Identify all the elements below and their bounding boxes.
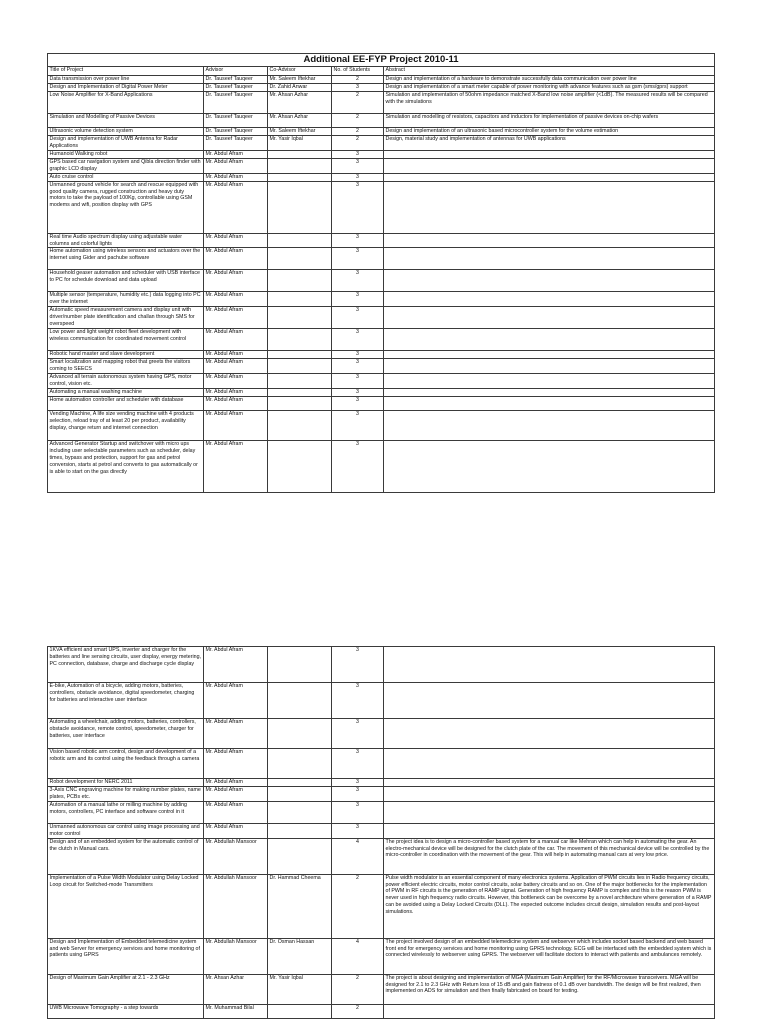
co-advisor-cell: Mr. Saleem Iftekhar [268,128,332,136]
co-advisor-cell: Dr. Zahid Anwar [268,84,332,92]
advisor-cell: Mr. Abdul Afram [204,683,268,719]
table-row [48,838,715,874]
students-cell: 3 [332,410,384,440]
project-title-cell: Unmanned ground vehicle for search and rescue equipped with good quality camera, rugged construction and heavy duty motors to take the payload of 100Kg, controllable using GSM modems and wifi, position display with GPS [48,181,204,233]
project-title-cell: Home automation using wireless sensors and actuators over the internet using Gider and pachube software [48,248,204,270]
abstract-cell: The project involved design of an embedded telemedicine system and webserver which includes socket based backend and web based front end for emergency services and home monitoring using GPRS technology. ECG will be interfaced with the embedded system which is connected wirelessly to webserver using GPRS. The webserver will facilitate doctors to interact with patients and ambulances remotely. [384,938,715,974]
students-cell: 3 [332,181,384,233]
project-title-cell: Robotic hand master and slave development [48,351,204,359]
header-title: Title of Project [48,67,204,76]
co-advisor-cell [268,1004,332,1018]
advisor-cell: Mr. Abdul Afram [204,351,268,359]
advisor-cell: Mr. Abdul Afram [204,150,268,158]
abstract-cell [384,173,715,181]
advisor-cell: Mr. Abdul Afram [204,307,268,329]
co-advisor-cell [268,292,332,307]
project-title-cell: Data transmission over power line [48,76,204,84]
abstract-cell: Simulation and modelling of resistors, capacitors and inductors for implementation of passive devices on-chip wafers [384,114,715,128]
table-row [48,874,715,938]
table-row [48,92,715,114]
co-advisor-cell: Dr. Osman Hassan [268,938,332,974]
project-title-cell: Design of Maximum Gain Amplifier at 2.1 - 2.3 GHz [48,974,204,1004]
abstract-cell [384,396,715,410]
students-cell: 3 [332,749,384,779]
advisor-cell: Mr. Abdul Afram [204,158,268,173]
co-advisor-cell [268,779,332,787]
students-cell: 3 [332,270,384,292]
advisor-cell: Mr. Abdul Afram [204,396,268,410]
students-cell: 3 [332,150,384,158]
co-advisor-cell [268,719,332,749]
co-advisor-cell [268,329,332,351]
advisor-cell: Mr. Abdullah Mansoor [204,838,268,874]
project-title-cell: Vending Machine, A life size vending machine with 4 products selection, reload tray of at least 20 per product, availability display, change return and internet connection [48,410,204,440]
advisor-cell: Dr. Tauseef Tauqeer [204,128,268,136]
advisor-cell: Mr. Abdullah Mansoor [204,874,268,938]
students-cell: 3 [332,440,384,492]
abstract-cell [384,248,715,270]
table-row [48,329,715,351]
co-advisor-cell [268,374,332,389]
students-cell: 3 [332,683,384,719]
abstract-cell: Design, material study and implementation of antennas for UWB applications [384,136,715,151]
project-title-cell: Automation of a manual lathe or milling machine by adding motors, controllers, PC interface and software control in it [48,801,204,823]
co-advisor-cell [268,801,332,823]
students-cell: 3 [332,388,384,396]
project-title-cell: Household geaser automation and scheduler with USB interface to PC for schedule download and data upload [48,270,204,292]
project-title-cell: Simulation and Modelling of Passive Devices [48,114,204,128]
project-title-cell: Home automation controller and scheduler with database [48,396,204,410]
co-advisor-cell [268,359,332,374]
table-row [48,76,715,84]
co-advisor-cell [268,181,332,233]
abstract-cell [384,374,715,389]
advisor-cell: Mr. Abdul Afram [204,248,268,270]
abstract-cell [384,440,715,492]
students-cell: 3 [332,823,384,838]
advisor-cell: Mr. Abdul Afram [204,374,268,389]
students-cell: 2 [332,128,384,136]
co-advisor-cell [268,158,332,173]
table-row [48,388,715,396]
advisor-cell: Dr. Tauseef Tauqeer [204,136,268,151]
table-row [48,787,715,802]
students-cell: 3 [332,396,384,410]
advisor-cell: Mr. Abdul Afram [204,388,268,396]
abstract-cell: Design and implementation of an ultrasonic based microcontroller system for the volume estimation [384,128,715,136]
students-cell: 3 [332,647,384,683]
header-abstract: Abstract [384,67,715,76]
co-advisor-cell: Mr. Ahsan Azhar [268,114,332,128]
table-row [48,396,715,410]
project-title-cell: Advanced Generator Startup and switchover with micro ups including user selectable parameters such as scheduler, delay times, bypass and protection, support for gas and petrol conversion, starts at petrol and converts to gas automatically or is able to start on the gas directly [48,440,204,492]
abstract-cell [384,410,715,440]
advisor-cell: Mr. Abdullah Mansoor [204,938,268,974]
abstract-cell [384,779,715,787]
co-advisor-cell: Dr. Hammad Cheema [268,874,332,938]
students-cell: 3 [332,292,384,307]
project-title-cell: Real time Audio spectrum display using adjustable water columns and colorful lights [48,233,204,248]
table-row [48,351,715,359]
students-cell: 3 [332,248,384,270]
project-title-cell: Design and implementation of UWB Antenna for Radar Applications [48,136,204,151]
students-cell: 3 [332,787,384,802]
abstract-cell [384,292,715,307]
abstract-cell [384,683,715,719]
students-cell: 3 [332,779,384,787]
abstract-cell [384,749,715,779]
abstract-cell [384,823,715,838]
advisor-cell: Dr. Tauseef Tauqeer [204,92,268,114]
table-row [48,410,715,440]
table-row [48,359,715,374]
table-row [48,974,715,1004]
abstract-cell [384,329,715,351]
project-title-cell: Vision based robotic arm control, design and development of a robotic arm and its control using the feedback through a camera [48,749,204,779]
sheet-title: Additional EE-FYP Project 2010-11 [48,54,715,67]
co-advisor-cell: Mr. Yasir Iqbal [268,136,332,151]
students-cell: 3 [332,351,384,359]
advisor-cell: Dr. Tauseef Tauqeer [204,114,268,128]
students-cell: 3 [332,233,384,248]
table-row [48,292,715,307]
table-row [48,647,715,683]
students-cell: 3 [332,173,384,181]
abstract-cell [384,787,715,802]
abstract-cell [384,150,715,158]
project-title-cell: Implementation of a Pulse Width Modulator using Delay Locked Loop circuit for Switched-mode Transmitters [48,874,204,938]
advisor-cell: Mr. Abdul Afram [204,787,268,802]
table-row [48,683,715,719]
project-title-cell: Robot development for NERC 2011 [48,779,204,787]
advisor-cell: Mr. Abdul Afram [204,719,268,749]
co-advisor-cell [268,388,332,396]
table-row [48,233,715,248]
table-row [48,270,715,292]
project-title-cell: Ultrasonic volume detection system [48,128,204,136]
co-advisor-cell [268,307,332,329]
table-row [48,823,715,838]
advisor-cell: Mr. Abdul Afram [204,173,268,181]
project-title-cell: Design and Implementation of Digital Power Meter [48,84,204,92]
advisor-cell: Mr. Abdul Afram [204,270,268,292]
project-title-cell: UWB Microwave Tomography - a step towards [48,1004,204,1018]
students-cell: 3 [332,374,384,389]
table-row [48,440,715,492]
students-cell: 3 [332,359,384,374]
advisor-cell: Mr. Abdul Afram [204,329,268,351]
advisor-cell: Mr. Muhammad Bilal [204,1004,268,1018]
project-title-cell: Low Noise Amplifier for X-Band Applications [48,92,204,114]
co-advisor-cell [268,749,332,779]
abstract-cell: Design and implementation of a smart meter capable of power monitoring with advance features such as gsm (sms/gprs) support [384,84,715,92]
table-row [48,719,715,749]
project-title-cell: Automating a manual washing machine [48,388,204,396]
abstract-cell: The project is about designing and implementation of MGA (Maximum Gain Amplifier) for the RF/Microwave transceivers. MGA will be designed for 2.1 to 2.3 GHz with Return loss of 15 dB and gain flatness of 0.1 dB over bandwidth. The design will be first realized, then implemented on ADS for simulation and then finally fabricated on board for testing. [384,974,715,1004]
table-row [48,1004,715,1018]
abstract-cell [384,719,715,749]
table-row [48,801,715,823]
co-advisor-cell [268,683,332,719]
abstract-cell [384,233,715,248]
advisor-cell: Dr. Tauseef Tauqeer [204,76,268,84]
advisor-cell: Mr. Ahsan Azhar [204,974,268,1004]
header-co-advisor: Co-Advisor [268,67,332,76]
table-row [48,136,715,151]
students-cell: 3 [332,329,384,351]
table-row [48,158,715,173]
abstract-cell [384,359,715,374]
table-row [48,181,715,233]
project-title-cell: E-bike, Automation of a bicycle, adding motors, batteries, controllers, obstacle avoidance, digital speedometer, charging for batteries and interactive user interface [48,683,204,719]
advisor-cell: Mr. Abdul Afram [204,749,268,779]
project-title-cell: Unmanned autonomous car control using image processing and motor control [48,823,204,838]
advisor-cell: Mr. Abdul Afram [204,181,268,233]
advisor-cell: Mr. Abdul Afram [204,823,268,838]
advisor-cell: Mr. Abdul Afram [204,359,268,374]
students-cell: 3 [332,719,384,749]
co-advisor-cell [268,173,332,181]
project-title-cell: Design and of an embedded system for the automatic control of the clutch in Manual cars. [48,838,204,874]
abstract-cell [384,647,715,683]
table-row [48,150,715,158]
co-advisor-cell [268,787,332,802]
advisor-cell: Mr. Abdul Afram [204,410,268,440]
advisor-cell: Mr. Abdul Afram [204,233,268,248]
project-title-cell: Low power and light weight robot fleet development with wireless communication for coordinated movement control [48,329,204,351]
table-row [48,307,715,329]
abstract-cell [384,351,715,359]
students-cell: 3 [332,158,384,173]
project-title-cell: Auto cruise control [48,173,204,181]
students-cell: 4 [332,838,384,874]
students-cell: 2 [332,136,384,151]
header-advisor: Advisor [204,67,268,76]
students-cell: 2 [332,1004,384,1018]
abstract-cell: Design and implementation of a hardware to demonstrate successfully data communication over power line [384,76,715,84]
co-advisor-cell [268,440,332,492]
advisor-cell: Mr. Abdul Afram [204,801,268,823]
advisor-cell: Mr. Abdul Afram [204,647,268,683]
table-row [48,749,715,779]
table-row [48,779,715,787]
advisor-cell: Mr. Abdul Afram [204,440,268,492]
abstract-cell [384,270,715,292]
project-table-bottom [47,646,715,1019]
co-advisor-cell [268,410,332,440]
co-advisor-cell [268,838,332,874]
co-advisor-cell [268,396,332,410]
advisor-cell: Mr. Abdul Afram [204,292,268,307]
abstract-cell [384,801,715,823]
students-cell: 2 [332,874,384,938]
table-row [48,938,715,974]
co-advisor-cell [268,823,332,838]
table-row [48,128,715,136]
students-cell: 2 [332,92,384,114]
project-title-cell: Automatic speed measurement camera and display unit with driver/number plate identification and challan through SMS for overspeed [48,307,204,329]
abstract-cell: Pulse width modulator is an essential component of many electronics systems. Application of PWM circuits lies in Radio frequency circuits, power efficient electric circuits, motor control circuits, solar battery circuits and so on. One of the major bottlenecks for the implementation of PWM in RF circuits is the generation of RAMP signal. Generation of high frequency RAMP is complex and this is the reason PWM is never used in high frequency radio circuits. However, this bottleneck can be overcome by a novel architecture where generation of a RAMP can be avoided using a Delay Locked Circuits (DLL). The expected outcome includes circuit design, simulation results and post-layout simulations. [384,874,715,938]
project-title-cell: 1KVA efficient and smart UPS, inverter and charger for the batteries and line sensing circuits, user display, energy metering, PC connection, database, charge and discharge cycle display [48,647,204,683]
project-title-cell: Advanced all terrain autonomous system having GPS, motor control, vision etc. [48,374,204,389]
co-advisor-cell [268,270,332,292]
students-cell: 3 [332,801,384,823]
students-cell: 2 [332,114,384,128]
project-title-cell: Smart localization and mapping robot that greets the visitors coming to SEECS [48,359,204,374]
table-row [48,374,715,389]
co-advisor-cell [268,248,332,270]
co-advisor-cell: Mr. Saleem Iftekhar [268,76,332,84]
table-row [48,173,715,181]
project-title-cell: Automating a wheelchair, adding motors, batteries, controllers, obstacle avoidance, remote control, speedometer, charger for batteries, user interface [48,719,204,749]
co-advisor-cell [268,647,332,683]
abstract-cell: Simulation and implementation of 50ohm impedance matched X-Band low noise amplifier (<1dB). The measured results will be compared with the simulations [384,92,715,114]
table-row [48,84,715,92]
header-students: No. of Students [332,67,384,76]
project-table-top [47,53,715,493]
co-advisor-cell [268,233,332,248]
co-advisor-cell: Mr. Yasir Iqbal [268,974,332,1004]
abstract-cell [384,181,715,233]
table-row [48,248,715,270]
abstract-cell [384,1004,715,1018]
advisor-cell: Mr. Abdul Afram [204,779,268,787]
students-cell: 2 [332,974,384,1004]
co-advisor-cell [268,351,332,359]
advisor-cell: Dr. Tauseef Tauqeer [204,84,268,92]
table-row [48,114,715,128]
project-title-cell: Multiple sensor (temperature, humidity etc.) data logging into PC over the internet [48,292,204,307]
students-cell: 4 [332,938,384,974]
project-title-cell: GPS based car navigation system and Qibla direction finder with graphic LCD display [48,158,204,173]
students-cell: 3 [332,307,384,329]
students-cell: 2 [332,76,384,84]
students-cell: 3 [332,84,384,92]
abstract-cell [384,158,715,173]
project-title-cell: 3-Axis CNC engraving machine for making number plates, name plates, PCBs etc. [48,787,204,802]
abstract-cell [384,388,715,396]
co-advisor-cell [268,150,332,158]
project-title-cell: Design and Implementation of Embedded telemedicine system and web Server for emergency services and home monitoring of patients using GPRS [48,938,204,974]
header-row [48,67,715,76]
abstract-cell [384,307,715,329]
project-title-cell: Humanoid Walking robot [48,150,204,158]
co-advisor-cell: Mr. Ahsan Azhar [268,92,332,114]
abstract-cell: The project idea is to design a micro-controller based system for a manual car like Mehran which can help in automating the gear. An electro-mechanical device will be designed for the clutch plate of the car. The movement of this mechanical device will be controlled by the micro-controller in coordination with the movement of the gear. This will help in automating manual cars at very low price. [384,838,715,874]
